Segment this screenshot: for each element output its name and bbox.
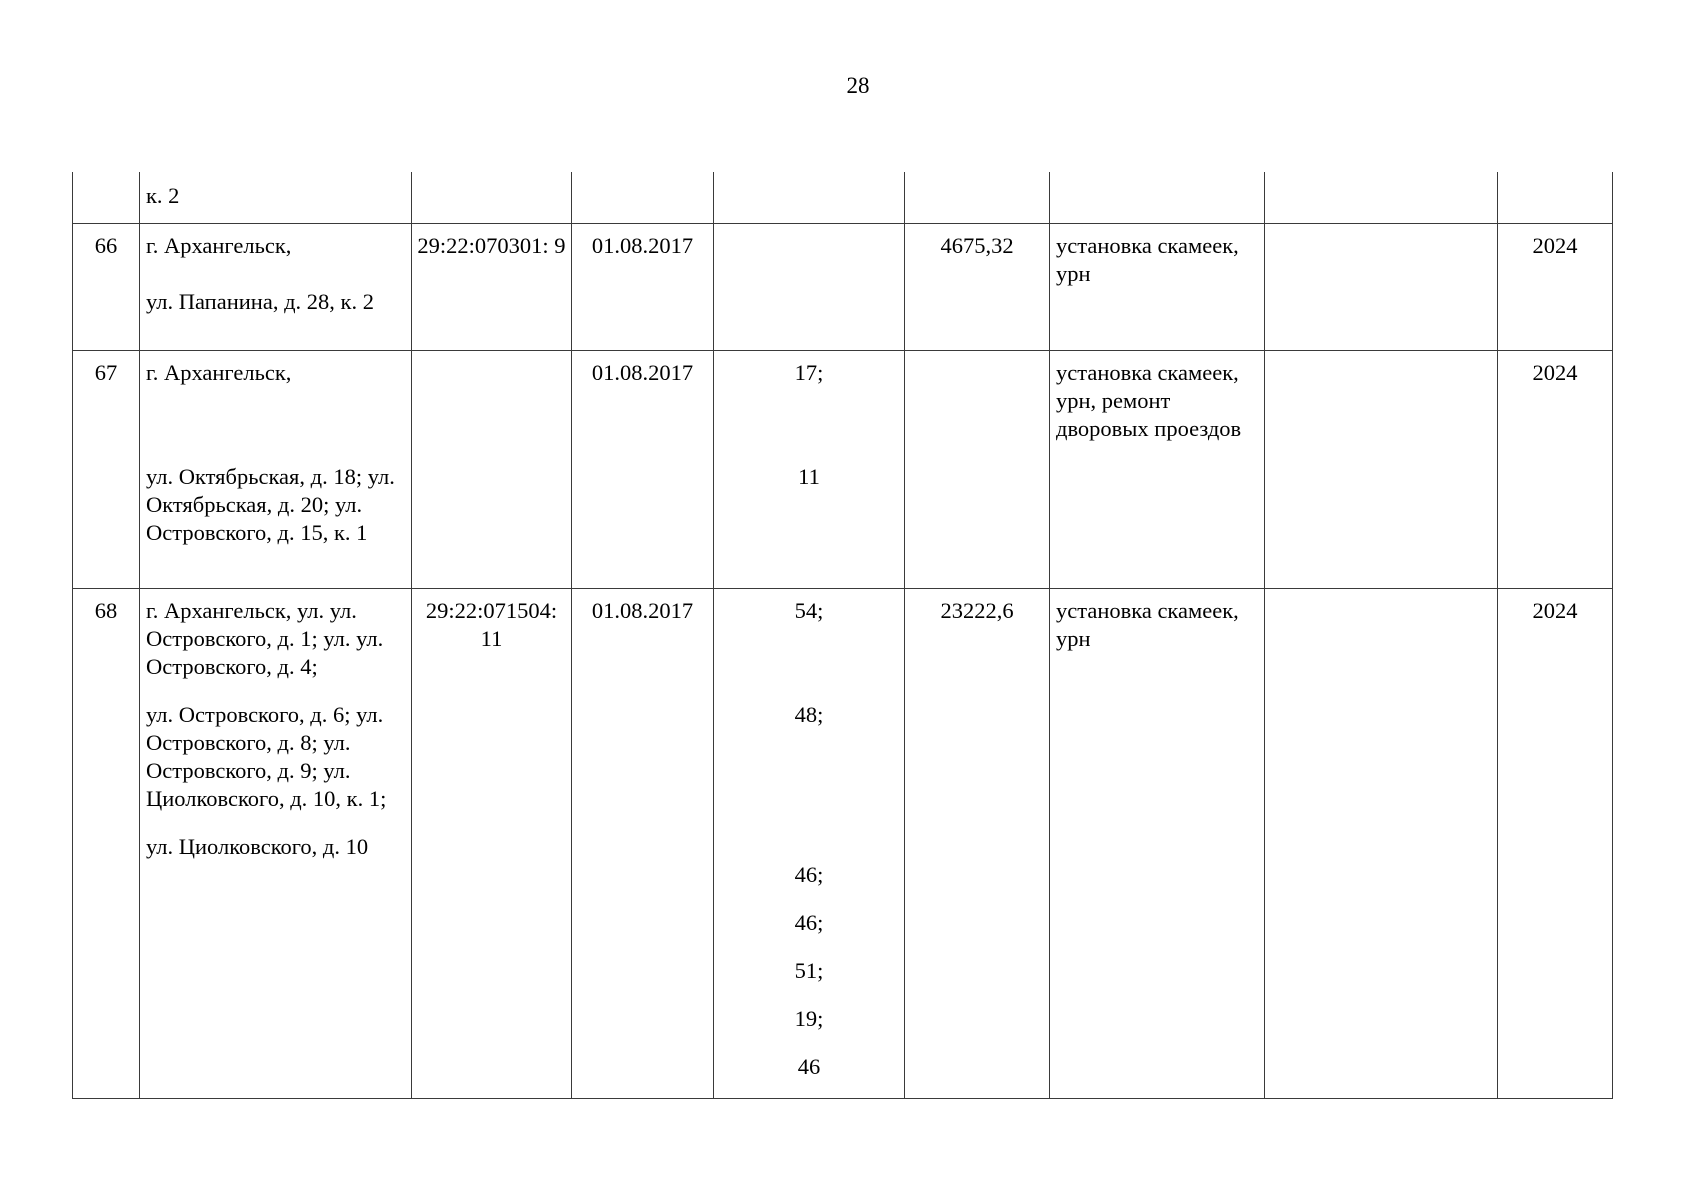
address-city: г. Архангельск, <box>146 359 292 385</box>
year-cell: 2024 <box>1498 350 1613 588</box>
value-item: 17; <box>794 359 824 385</box>
row-number: 68 <box>73 588 140 1098</box>
value-cell <box>714 350 905 588</box>
address-cell <box>140 350 412 588</box>
row-number: 66 <box>73 223 140 350</box>
address-cell <box>140 172 412 223</box>
works-cell: установка скамеек, урн, ремонт дворовых проездов <box>1050 350 1265 588</box>
cadastral-number: 29:22:070301: 9 <box>412 223 572 350</box>
cadastral-number: 29:22:071504: 11 <box>412 588 572 1098</box>
address-group: ул. Циолковского, д. 10 <box>146 833 369 859</box>
area-cell <box>905 350 1050 588</box>
address-group: ул. Островского, д. 6; ул. Островского, д. 8; ул. Островского, д. 9; ул. Циолковского, д. 10, к. 1; <box>146 701 387 811</box>
date-cell <box>572 172 714 223</box>
works-cell <box>1050 172 1265 223</box>
table-row <box>73 588 1613 1098</box>
address-street: ул. Папанина, д. 28, к. 2 <box>146 288 374 314</box>
value-item: 54; <box>794 597 824 623</box>
address-group: г. Архангельск, ул. ул. Островского, д. 1; ул. ул. Островского, д. 4; <box>146 597 384 679</box>
value-cell <box>714 588 905 1098</box>
value-item: 46; <box>794 909 824 935</box>
page-number: 28 <box>846 73 870 98</box>
address-streets: ул. Октябрьская, д. 18; ул. Октябрьская, д. 20; ул. Островского, д. 15, к. 1 <box>146 463 395 545</box>
cadastral-number <box>412 350 572 588</box>
area-cell <box>905 172 1050 223</box>
value-item: 11 <box>798 463 820 489</box>
area-cell: 23222,6 <box>905 588 1050 1098</box>
extra-cell <box>1265 223 1498 350</box>
objects-table <box>72 172 1613 1099</box>
year-cell: 2024 <box>1498 588 1613 1098</box>
table-row <box>73 172 1613 223</box>
date-cell: 01.08.2017 <box>572 223 714 350</box>
value-item: 46; <box>794 861 824 887</box>
value-item: 48; <box>794 701 824 727</box>
value-item: 46 <box>797 1053 821 1079</box>
extra-cell <box>1265 172 1498 223</box>
address-text: к. 2 <box>146 183 180 208</box>
table-row <box>73 223 1613 350</box>
extra-cell <box>1265 350 1498 588</box>
cadastral-number <box>412 172 572 223</box>
year-cell <box>1498 172 1613 223</box>
address-cell <box>140 223 412 350</box>
area-cell: 4675,32 <box>905 223 1050 350</box>
row-number: 67 <box>73 350 140 588</box>
works-cell: установка скамеек, урн <box>1050 588 1265 1098</box>
year-cell: 2024 <box>1498 223 1613 350</box>
address-cell <box>140 588 412 1098</box>
value-item: 51; <box>794 957 824 983</box>
table-row <box>73 350 1613 588</box>
address-city: г. Архангельск, <box>146 232 292 258</box>
row-number <box>73 172 140 223</box>
value-cell <box>714 172 905 223</box>
date-cell: 01.08.2017 <box>572 350 714 588</box>
value-cell <box>714 223 905 350</box>
date-cell: 01.08.2017 <box>572 588 714 1098</box>
extra-cell <box>1265 588 1498 1098</box>
works-cell: установка скамеек, урн <box>1050 223 1265 350</box>
value-item: 19; <box>794 1005 824 1031</box>
